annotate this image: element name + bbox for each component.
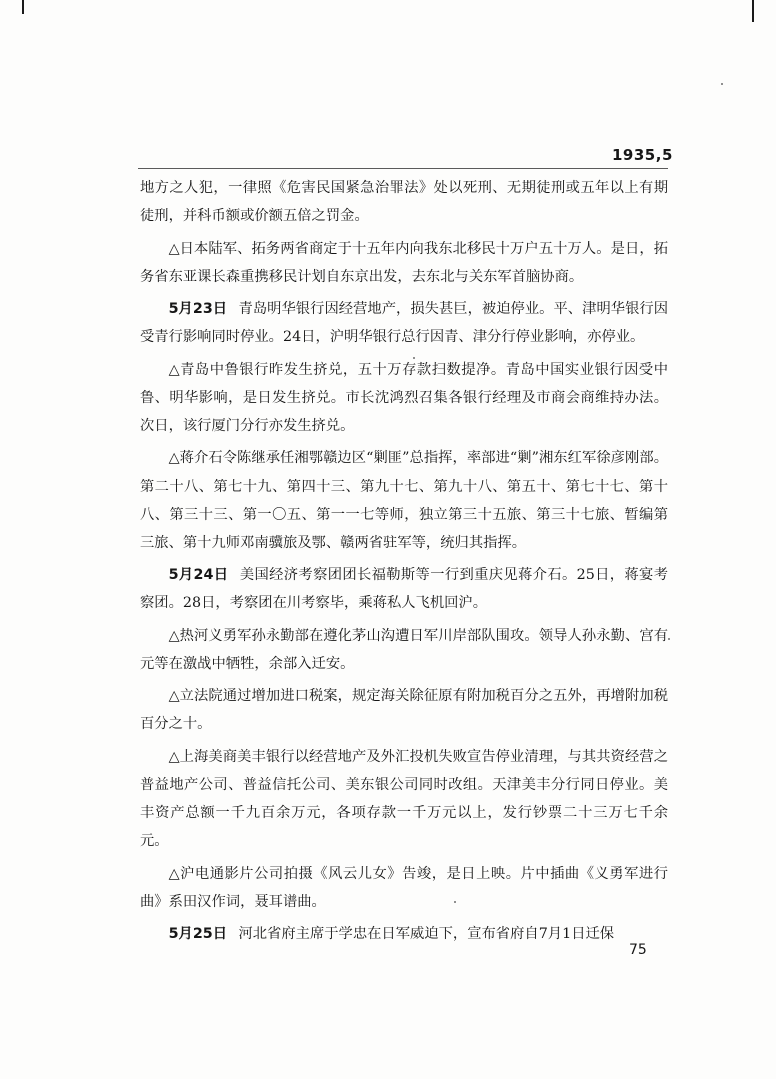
scan-speck bbox=[454, 901, 456, 903]
paragraph-text: △沪电通影片公司拍摄《风云儿女》告竣，是日上映。片中插曲《义勇军进行曲》系田汉作词，聂耳谱曲。 bbox=[140, 865, 668, 910]
paragraph bbox=[140, 622, 668, 678]
body-text bbox=[140, 174, 668, 953]
paragraph bbox=[140, 860, 668, 916]
paragraph-text: △上海美商美丰银行以经营地产及外汇投机失败宣告停业清理，与其共资经营之普益地产公司、普益信托公司、美东银公司同时改组。天津美丰分行同日停业。美丰资产总额一千九百余万元，各项存款一千万元以上，发行钞票二十三万七千余元。 bbox=[140, 748, 668, 850]
scan-edge-mark bbox=[752, 0, 754, 22]
paragraph bbox=[140, 235, 668, 291]
paragraph bbox=[140, 174, 668, 230]
scan-speck bbox=[413, 357, 415, 359]
paragraph bbox=[140, 682, 668, 738]
paragraph bbox=[140, 356, 668, 440]
paragraph-text: △热河义勇军孙永勤部在遵化茅山沟遭日军川岸部队围攻。领导人孙永勤、宫有元等在激战中牺牲，余部入迁安。 bbox=[140, 627, 668, 672]
entry-date: 5月23日 bbox=[168, 301, 228, 318]
paragraph bbox=[140, 743, 668, 855]
scan-edge-mark bbox=[22, 0, 24, 14]
paragraph-text: △蒋介石令陈继承任湘鄂赣边区“剿匪”总指挥，率部进“剿”湘东红军徐彦刚部。第二十八、第七十九、第四十三、第九十七、第九十八、第五十、第七十七、第十八、第三十三、第一〇五、第一一七等师，独立第三十五旅、第三十七旅、暂编第三旅、第十九师邓南骥旅及鄂、赣两省驻军等，统归其指挥。 bbox=[140, 450, 668, 551]
paragraph-text: 地方之人犯，一律照《危害民国紧急治罪法》处以死刑、无期徒刑或五年以上有期徒刑，并科币额或价额五倍之罚金。 bbox=[140, 180, 668, 225]
page-number: 75 bbox=[629, 942, 647, 958]
dated-paragraph bbox=[140, 920, 668, 948]
scan-speck bbox=[721, 83, 723, 85]
paragraph-text: △日本陆军、拓务两省商定于十五年内向我东北移民十万户五十万人。是日，拓务省东亚课长森重携移民计划自东京出发，去东北与关东军首脑协商。 bbox=[140, 240, 668, 285]
paragraph-text: △青岛中鲁银行昨发生挤兑，五十万存款扫数提净。青岛中国实业银行因受中鲁、明华影响，是日发生挤兑。市长沈鸿烈召集各银行经理及市商会商维持办法。次日，该行厦门分行亦发生挤兑。 bbox=[140, 361, 668, 434]
header-rule bbox=[138, 168, 668, 169]
running-head-date: 1935,5 bbox=[612, 146, 673, 164]
paragraph-text: △立法院通过增加进口税案，规定海关除征原有附加税百分之五外，再增附加税百分之十。 bbox=[140, 688, 668, 733]
paragraph-text: 青岛明华银行因经营地产，损失甚巨，被迫停业。平、津明华银行因受青行影响同时停业。24日，沪明华银行总行因青、津分行停业影响，亦停业。 bbox=[140, 301, 668, 346]
paragraph-text: 河北省府主席于学忠在日军威迫下，宣布省府自7月1日迁保 bbox=[238, 926, 615, 943]
entry-date: 5月25日 bbox=[168, 926, 228, 943]
entry-date: 5月24日 bbox=[168, 567, 229, 584]
scan-speck bbox=[668, 638, 670, 640]
paragraph-text: 美国经济考察团团长福勒斯等一行到重庆见蒋介石。25日，蒋宴考察团。28日，考察团在川考察毕，乘蒋私人飞机回沪。 bbox=[140, 567, 668, 612]
dated-paragraph bbox=[140, 561, 668, 617]
paragraph bbox=[140, 444, 668, 556]
dated-paragraph bbox=[140, 295, 668, 351]
